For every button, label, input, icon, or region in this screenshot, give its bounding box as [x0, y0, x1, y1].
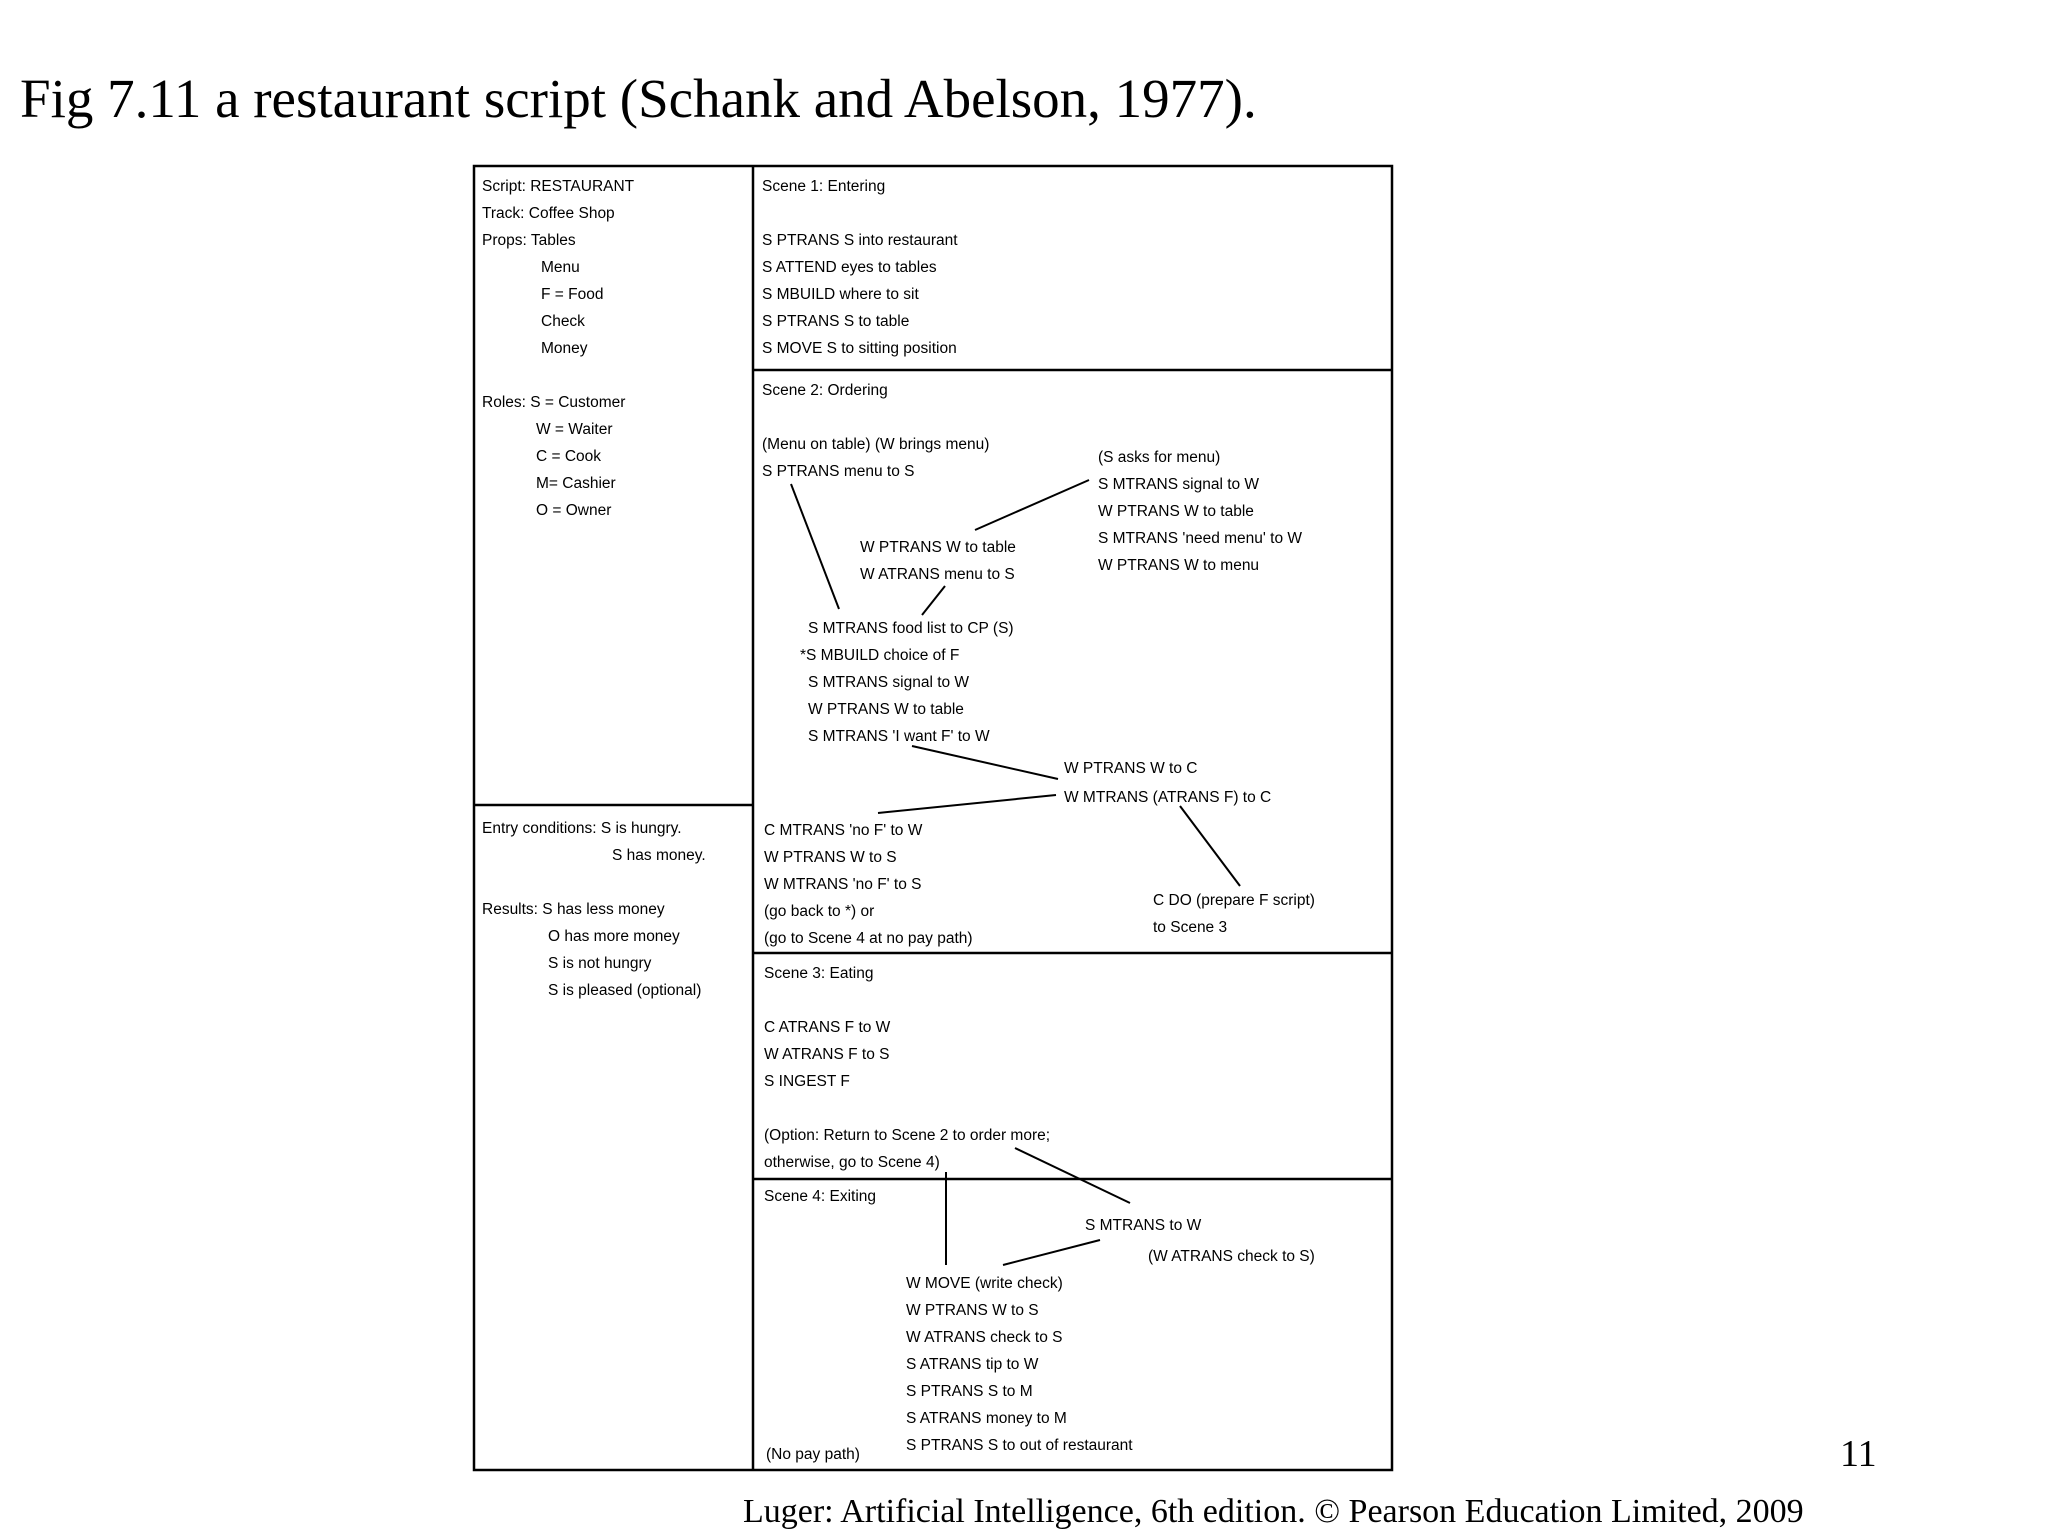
role-item: W = Waiter — [536, 421, 613, 438]
prop-item: Money — [541, 340, 588, 357]
page-number: 11 — [1840, 1433, 1877, 1475]
scene2-line: *S MBUILD choice of F — [800, 647, 960, 664]
scene4-line: S ATRANS tip to W — [906, 1356, 1039, 1373]
scene4-line: (W ATRANS check to S) — [1148, 1248, 1315, 1265]
result-item: O has more money — [548, 928, 680, 945]
scene2-line: S PTRANS menu to S — [762, 463, 915, 480]
scene4-line: S PTRANS S to M — [906, 1383, 1033, 1400]
scene2-line: C DO (prepare F script) — [1153, 892, 1315, 909]
connector-line — [1003, 1240, 1100, 1265]
results-label: Results: S has less money — [482, 901, 665, 918]
scene2-line: S MTRANS signal to W — [1098, 476, 1260, 493]
prop-item: Menu — [541, 259, 580, 276]
scene2-line: (Menu on table) (W brings menu) — [762, 436, 990, 453]
scene1-line: S PTRANS S into restaurant — [762, 232, 958, 249]
scene2-line: S MTRANS 'need menu' to W — [1098, 530, 1303, 547]
entry-condition-item: S has money. — [612, 847, 706, 864]
scene1-line: S MBUILD where to sit — [762, 286, 919, 303]
scene2-line: to Scene 3 — [1153, 919, 1228, 936]
scene3-line: otherwise, go to Scene 4) — [764, 1154, 940, 1171]
scene4-line: S ATRANS money to M — [906, 1410, 1067, 1427]
roles-label: Roles: S = Customer — [482, 394, 626, 411]
scene2-line: W PTRANS W to C — [1064, 760, 1198, 777]
connector-line — [878, 795, 1056, 813]
scene2-line: W PTRANS W to table — [860, 539, 1016, 556]
scene1-line: S PTRANS S to table — [762, 313, 910, 330]
entry-conditions-label: Entry conditions: S is hungry. — [482, 820, 682, 837]
scene1-line: S ATTEND eyes to tables — [762, 259, 937, 276]
scene2-line: W ATRANS menu to S — [860, 566, 1015, 583]
scene3-line: W ATRANS F to S — [764, 1046, 890, 1063]
role-item: M= Cashier — [536, 475, 616, 492]
scene2-title: Scene 2: Ordering — [762, 382, 888, 399]
slide-title: Fig 7.11 a restaurant script (Schank and Abelson, 1977). — [20, 68, 1257, 129]
scene2-line: S MTRANS food list to CP (S) — [808, 620, 1014, 637]
prop-item: F = Food — [541, 286, 604, 303]
connector-line — [975, 480, 1089, 530]
scene2-line: W PTRANS W to S — [764, 849, 897, 866]
scene1-title: Scene 1: Entering — [762, 178, 886, 195]
script-name: Script: RESTAURANT — [482, 178, 635, 195]
connector-line — [922, 586, 945, 615]
scene4-line: W ATRANS check to S — [906, 1329, 1063, 1346]
result-item: S is not hungry — [548, 955, 652, 972]
scene2-line: W PTRANS W to table — [808, 701, 964, 718]
props-label: Props: Tables — [482, 232, 576, 249]
scene4-line: W PTRANS W to S — [906, 1302, 1039, 1319]
connector-line — [1180, 806, 1240, 886]
no-pay-path-label: (No pay path) — [766, 1446, 860, 1463]
scene2-line: S MTRANS 'I want F' to W — [808, 728, 990, 745]
scene4-line: W MOVE (write check) — [906, 1275, 1063, 1292]
role-item: O = Owner — [536, 502, 612, 519]
scene3-line: S INGEST F — [764, 1073, 850, 1090]
scene2-line: W MTRANS (ATRANS F) to C — [1064, 789, 1272, 806]
scene2-line: W PTRANS W to menu — [1098, 557, 1260, 574]
scene1-line: S MOVE S to sitting position — [762, 340, 957, 357]
track-name: Track: Coffee Shop — [482, 205, 615, 222]
scene2-line: C MTRANS 'no F' to W — [764, 822, 923, 839]
connector-line — [912, 746, 1058, 779]
scene3-title: Scene 3: Eating — [764, 965, 874, 982]
scene2-line: W MTRANS 'no F' to S — [764, 876, 922, 893]
prop-item: Check — [541, 313, 585, 330]
scene3-line: C ATRANS F to W — [764, 1019, 891, 1036]
scene4-title: Scene 4: Exiting — [764, 1188, 877, 1205]
scene3-line: (Option: Return to Scene 2 to order more; — [764, 1127, 1051, 1144]
scene2-line: W PTRANS W to table — [1098, 503, 1254, 520]
scene2-line: (S asks for menu) — [1098, 449, 1221, 466]
scene2-line: (go to Scene 4 at no pay path) — [764, 930, 973, 947]
scene4-line: S PTRANS S to out of restaurant — [906, 1437, 1133, 1454]
scene4-line: S MTRANS to W — [1085, 1217, 1202, 1234]
role-item: C = Cook — [536, 448, 602, 465]
scene2-line: S MTRANS signal to W — [808, 674, 970, 691]
connector-line — [1015, 1148, 1130, 1203]
scene2-line: (go back to *) or — [764, 903, 875, 920]
connector-line — [791, 484, 839, 609]
copyright-notice: Luger: Artificial Intelligence, 6th edition. © Pearson Education Limited, 2009 — [743, 1493, 1804, 1530]
result-item: S is pleased (optional) — [548, 982, 702, 999]
